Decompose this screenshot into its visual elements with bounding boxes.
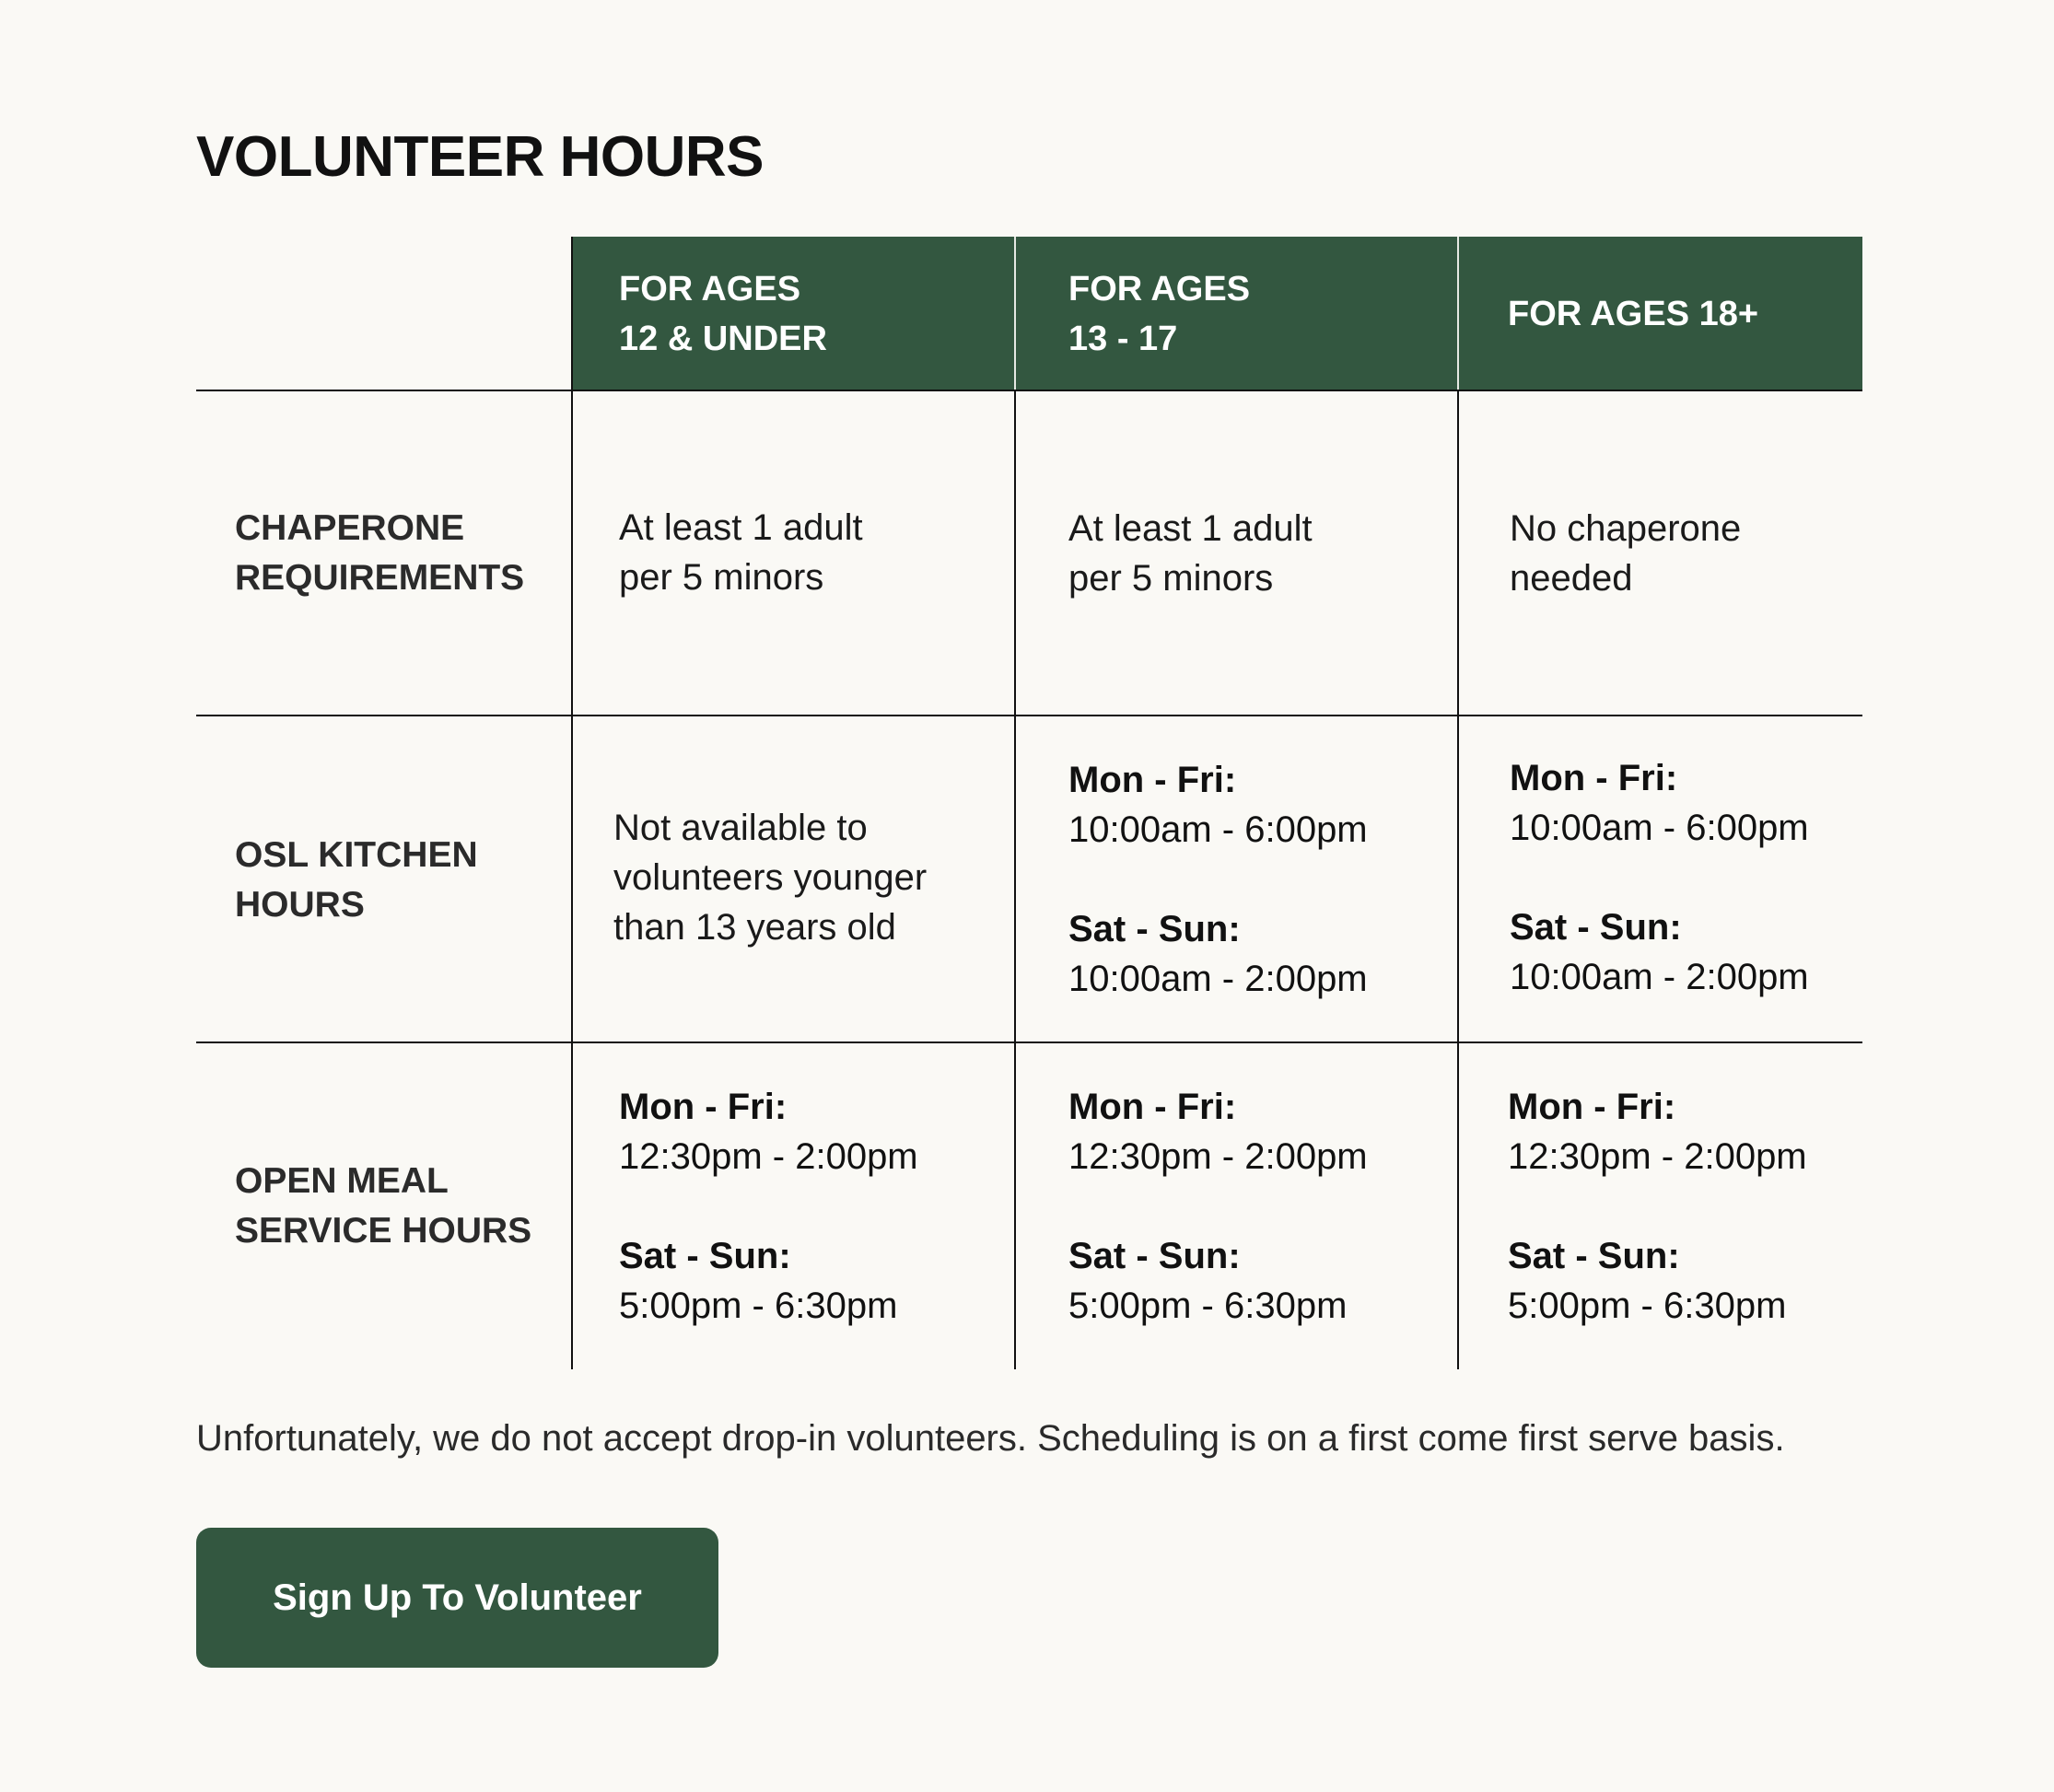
page-title: VOLUNTEER HOURS	[196, 125, 764, 189]
column-divider	[1457, 391, 1459, 1369]
row-label-meal-service-hours: OPEN MEAL SERVICE HOURS	[235, 1161, 532, 1251]
schedule-weekend-label: Sat - Sun:	[1068, 908, 1241, 949]
schedule-weekday-time: 10:00am - 6:00pm	[1068, 809, 1368, 850]
schedule-weekday-time: 12:30pm - 2:00pm	[1068, 1136, 1368, 1177]
schedule-weekend-time: 5:00pm - 6:30pm	[619, 1286, 898, 1326]
kitchen-ages-18-plus	[1510, 716, 1860, 1038]
schedule-weekend-label: Sat - Sun:	[1508, 1236, 1680, 1276]
header-divider	[1457, 237, 1459, 391]
meal-ages-18-plus	[1508, 1043, 1858, 1369]
schedule-weekday-label: Mon - Fri:	[1068, 759, 1237, 800]
schedule-weekday-label: Mon - Fri:	[1508, 1087, 1676, 1127]
schedule-weekday-time: 10:00am - 6:00pm	[1510, 807, 1809, 848]
schedule-weekend-label: Sat - Sun:	[1068, 1236, 1241, 1276]
kitchen-ages-13-17	[1068, 716, 1455, 1041]
schedule-weekday-time: 12:30pm - 2:00pm	[619, 1136, 918, 1177]
schedule-weekday-label: Mon - Fri:	[1510, 757, 1678, 798]
schedule-weekend-label: Sat - Sun:	[619, 1236, 791, 1276]
meal-ages-13-17	[1068, 1043, 1455, 1369]
sign-up-volunteer-button[interactable]: Sign Up To Volunteer	[196, 1528, 718, 1668]
chaperone-ages-13-17: At least 1 adult per 5 minors	[1068, 507, 1313, 599]
header-ages-18-plus: FOR AGES 18+	[1508, 295, 1759, 333]
header-divider	[1014, 237, 1016, 391]
schedule-weekend-time: 5:00pm - 6:30pm	[1068, 1286, 1348, 1326]
header-ages-12-under: FOR AGES 12 & UNDER	[619, 270, 827, 358]
kitchen-ages-12-under: Not available to volunteers younger than 13 years old	[613, 807, 928, 948]
schedule-weekend-time: 10:00am - 2:00pm	[1510, 956, 1809, 997]
chaperone-ages-18-plus: No chaperone needed	[1510, 507, 1742, 599]
row-label-chaperone: CHAPERONE REQUIREMENTS	[235, 507, 525, 598]
column-divider	[1014, 391, 1016, 1369]
header-ages-13-17: FOR AGES 13 - 17	[1068, 270, 1251, 358]
meal-ages-12-under	[619, 1043, 1006, 1369]
chaperone-ages-12-under: At least 1 adult per 5 minors	[619, 506, 863, 598]
drop-in-notice: Unfortunately, we do not accept drop-in volunteers. Scheduling is on a first come first serve basis.	[196, 1418, 1785, 1459]
schedule-weekend-time: 10:00am - 2:00pm	[1068, 958, 1368, 999]
schedule-weekend-time: 5:00pm - 6:30pm	[1508, 1286, 1787, 1326]
schedule-weekday-label: Mon - Fri:	[1068, 1087, 1237, 1127]
column-divider	[571, 237, 573, 1369]
schedule-weekday-time: 12:30pm - 2:00pm	[1508, 1136, 1807, 1177]
schedule-weekend-label: Sat - Sun:	[1510, 906, 1682, 948]
schedule-weekday-label: Mon - Fri:	[619, 1087, 788, 1127]
row-label-kitchen-hours: OSL KITCHEN HOURS	[235, 834, 478, 925]
